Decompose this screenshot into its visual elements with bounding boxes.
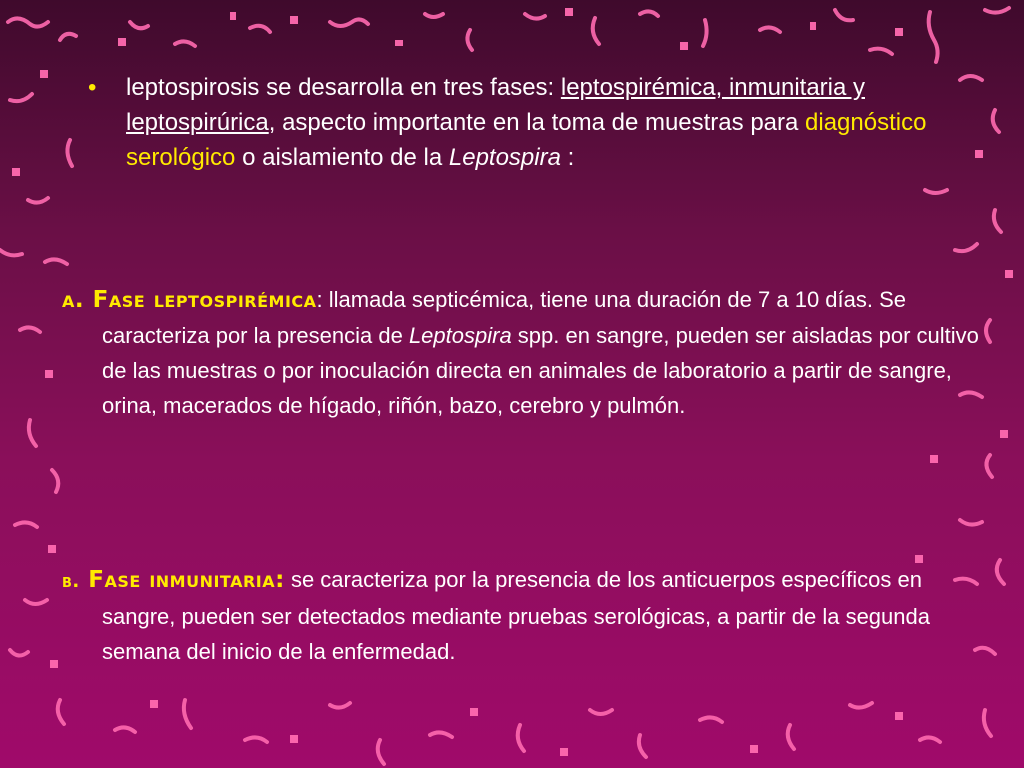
phase-a-genus: Leptospira [408, 323, 512, 348]
phase-b-title: Fase inmunitaria [88, 567, 276, 593]
phase-b-text: se caracteriza por la presencia de los anticuerpos específicos en sangre, pueden ser detectados mediante pruebas serológicas, a partir de la segunda semana del inicio de la enfermedad. [102, 567, 930, 664]
phase-b-letter: b. [62, 571, 80, 592]
intro-end: : [560, 144, 575, 171]
phase-a-text-1: llamada septicémica, tiene una duración de 7 a 10 días. Se caracteriza por la presencia de [102, 287, 907, 348]
phase-a-letter: a. [62, 287, 85, 313]
phase-a-paragraph [62, 282, 992, 423]
phase-b-colon: : [275, 567, 285, 593]
phase-a-text-2: spp. en sangre, pueden ser aisladas por cultivo de las muestras o por inoculación directa en animales de laboratorio a partir de sangre, orina, macerados de hígado, riñón, bazo, cerebro y pulmón. [102, 323, 979, 418]
intro-lead: leptospirosis se desarrolla en tres fases: [126, 74, 561, 101]
phase-a-colon: : [316, 287, 323, 312]
intro-mid: , aspecto importante en la toma de muestras para [268, 109, 806, 136]
phase-b-heading [62, 567, 285, 593]
serologic-diagnosis-highlight: diagnóstico serológico [126, 109, 927, 171]
bullet-marker: • [88, 74, 97, 101]
intro-text [126, 70, 948, 175]
phase-b-paragraph [62, 562, 992, 669]
phases-list: leptospirémica, inmunitaria y leptospirúrica [126, 74, 865, 136]
intro-bullet [88, 70, 948, 175]
intro-tail: o aislamiento de la [235, 144, 449, 171]
phase-a-title: Fase leptospirémica [92, 287, 317, 313]
genus-name: Leptospira [448, 144, 561, 171]
phase-a-heading [62, 287, 317, 313]
